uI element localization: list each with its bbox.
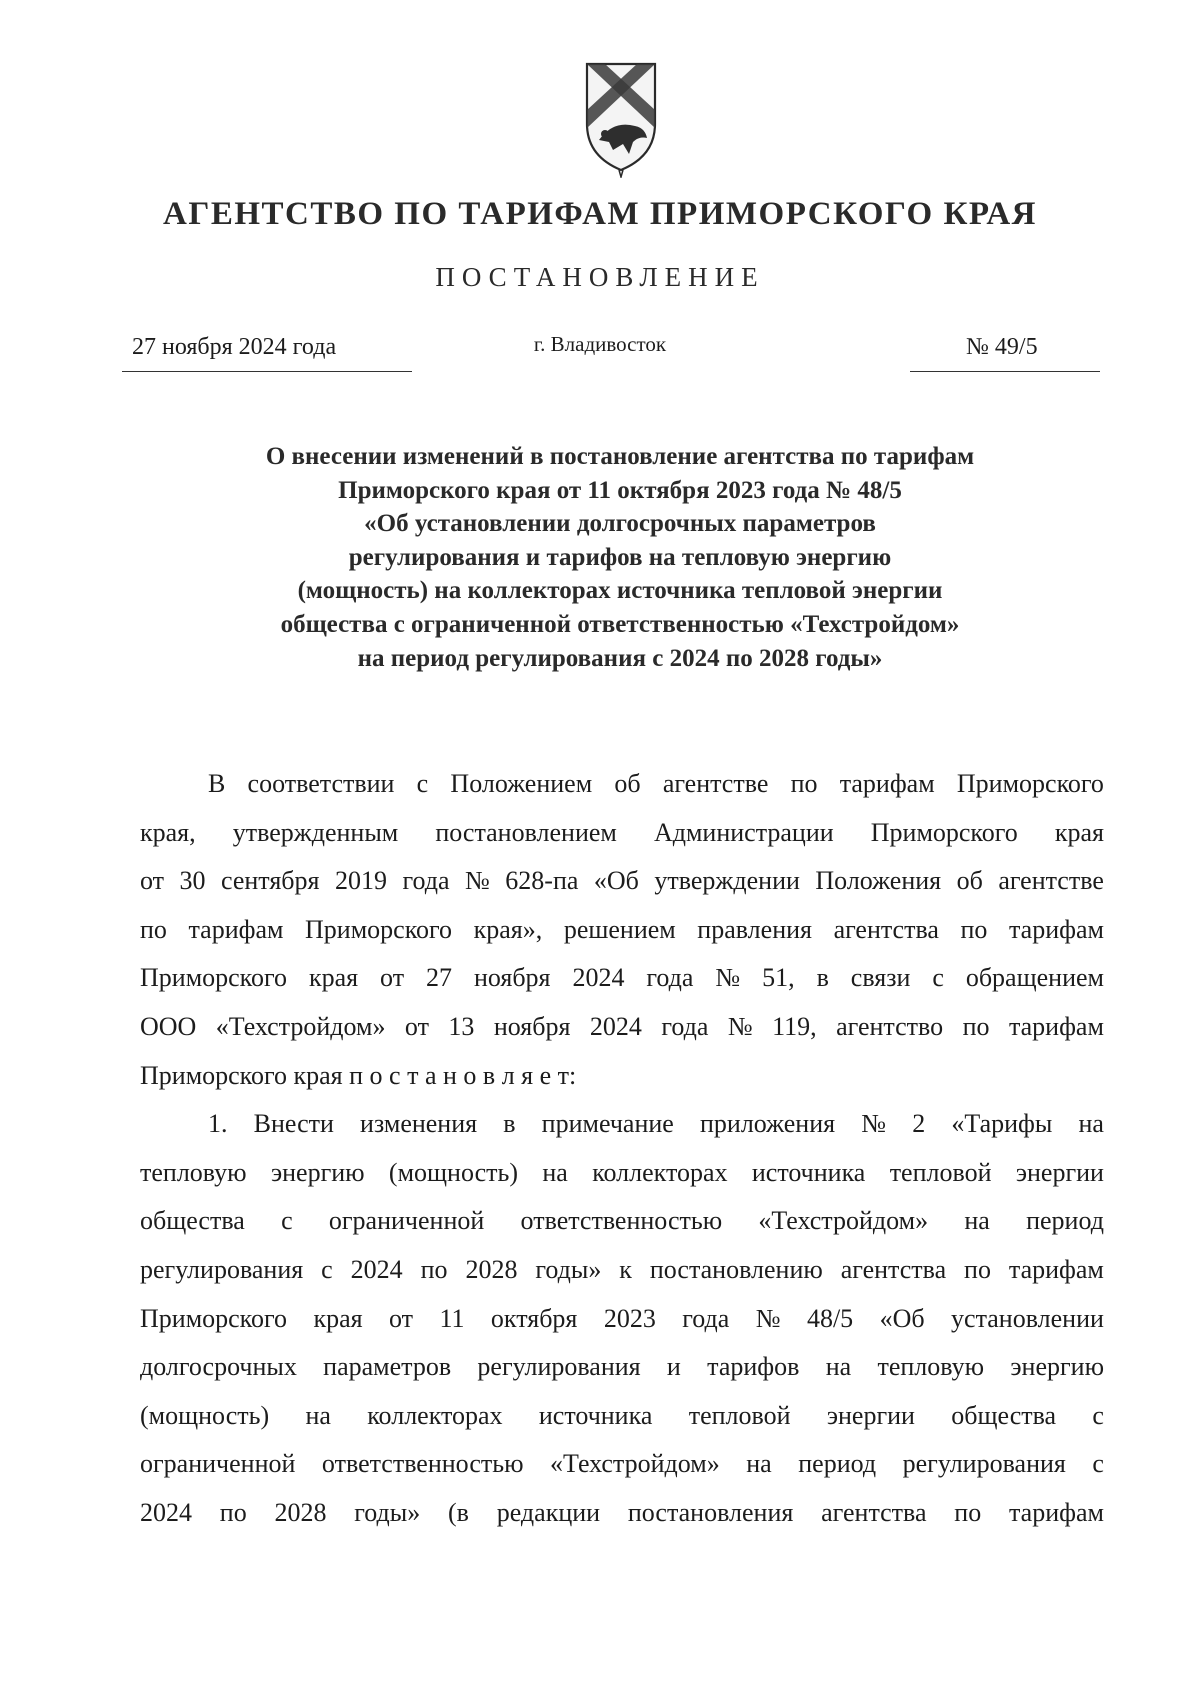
- word: на: [305, 1400, 331, 1430]
- word: №: [715, 963, 741, 993]
- word: период: [1026, 1206, 1104, 1236]
- word: 2023: [603, 1303, 656, 1333]
- word: Приморского: [870, 817, 1018, 847]
- word: 2024: [572, 963, 625, 993]
- word: утверждении: [654, 866, 800, 896]
- body-line: [140, 1149, 1104, 1198]
- word: постановления: [627, 1497, 794, 1527]
- word: ответственностью: [520, 1206, 723, 1236]
- word: (мощность): [388, 1157, 519, 1187]
- word: тепловую: [140, 1157, 247, 1187]
- word: на: [542, 1157, 568, 1187]
- word: агентства: [833, 914, 939, 944]
- word: тепловой: [688, 1400, 791, 1430]
- subject-line: общества с ограниченной ответственностью «Техстройдом»: [280, 610, 960, 638]
- word: тарифам: [839, 769, 935, 798]
- word: 48/5: [806, 1303, 854, 1333]
- word: тарифам: [1008, 914, 1104, 944]
- word: В: [208, 769, 226, 798]
- document-type: ПОСТАНОВЛЕНИЕ: [435, 262, 765, 292]
- word: тепловую: [877, 1352, 985, 1382]
- word: об: [956, 866, 983, 896]
- word: установлении: [951, 1303, 1104, 1333]
- word: №: [861, 1109, 887, 1139]
- word: соответствии: [247, 769, 395, 798]
- word: параметров: [323, 1352, 452, 1382]
- word: 11: [439, 1303, 465, 1333]
- word: об: [614, 769, 641, 798]
- body-line: [140, 1343, 1104, 1392]
- document-number: № 49/5: [966, 334, 1038, 360]
- date-underline: [122, 371, 412, 372]
- word: связи: [850, 963, 911, 993]
- word: общества: [140, 1206, 245, 1236]
- word: период: [798, 1449, 877, 1479]
- word: от: [380, 963, 405, 993]
- word: 2: [912, 1109, 926, 1139]
- word: годы»: [354, 1497, 421, 1527]
- word: ноября: [473, 963, 551, 993]
- word: регулирования: [477, 1352, 641, 1382]
- word: Положением: [450, 769, 593, 798]
- word: энергии: [826, 1400, 915, 1430]
- word: правления: [697, 914, 812, 944]
- word: коллекторах: [592, 1157, 728, 1187]
- word: края»,: [473, 914, 543, 944]
- word: ООО: [140, 1011, 197, 1041]
- word: года: [402, 866, 450, 896]
- word: в: [503, 1109, 516, 1139]
- word: 51,: [762, 963, 795, 993]
- word: по: [962, 1011, 990, 1041]
- word: «Об: [879, 1303, 925, 1333]
- word: 2024: [350, 1254, 403, 1284]
- word: года: [661, 1011, 709, 1041]
- word: тарифов: [707, 1352, 800, 1382]
- word: от: [389, 1303, 414, 1333]
- word: с: [932, 963, 944, 993]
- word: утвержденным: [232, 817, 399, 847]
- word: тарифам: [188, 914, 284, 944]
- word: в: [816, 963, 829, 993]
- word: по: [954, 1497, 982, 1527]
- word: края: [313, 1303, 363, 1333]
- word: сентября: [221, 866, 320, 896]
- word: Приморского: [305, 914, 453, 944]
- word: Администрации: [653, 817, 834, 847]
- subject-line: О внесении изменений в постановление агентства по тарифам: [265, 443, 975, 470]
- word: 2028: [465, 1254, 518, 1284]
- word: редакции: [496, 1497, 601, 1527]
- word: по: [140, 914, 167, 944]
- word: ноября: [493, 1011, 571, 1041]
- word: 1.: [208, 1109, 228, 1139]
- preamble-paragraph: [140, 760, 1104, 1100]
- word: №: [464, 866, 490, 896]
- word: «Тарифы: [951, 1109, 1053, 1139]
- word: Внести: [253, 1109, 334, 1139]
- word: тепловой: [889, 1157, 992, 1187]
- word: с: [416, 769, 429, 798]
- word: тарифам: [1008, 1254, 1104, 1284]
- word: (в: [448, 1497, 469, 1527]
- body-line: [140, 1100, 1104, 1149]
- word: источника: [751, 1157, 866, 1187]
- word: на: [746, 1449, 772, 1479]
- word: 628-па: [505, 866, 579, 896]
- word: решением: [563, 914, 676, 944]
- word: «Техстройдом»: [215, 1011, 386, 1041]
- coat-of-arms-icon: [583, 58, 659, 178]
- word: по: [420, 1254, 448, 1284]
- word: №: [727, 1011, 753, 1041]
- word: по: [219, 1497, 247, 1527]
- body-line: [140, 1246, 1104, 1295]
- word: с: [1092, 1449, 1104, 1479]
- body-line: [140, 809, 1104, 858]
- word: по: [960, 914, 988, 944]
- word: года: [646, 963, 694, 993]
- document-city: г. Владивосток: [533, 332, 667, 356]
- word: края: [308, 963, 359, 993]
- word: регулирования: [140, 1254, 304, 1284]
- word: 2024: [140, 1497, 192, 1527]
- word: агентства: [840, 1254, 947, 1284]
- word: примечание: [541, 1109, 674, 1139]
- number-underline: [910, 371, 1100, 372]
- body-line: [140, 1440, 1104, 1489]
- word: тарифам: [1008, 1497, 1104, 1527]
- subject-line: (мощность) на коллекторах источника тепловой энергии: [297, 577, 943, 605]
- word: 30: [179, 866, 206, 896]
- word: Приморского: [140, 963, 288, 993]
- word: изменения: [360, 1109, 478, 1139]
- body-line: [140, 1197, 1104, 1246]
- word: общества: [951, 1400, 1057, 1430]
- word: постановлением: [435, 817, 617, 847]
- word: к: [619, 1254, 632, 1284]
- word: 13: [448, 1011, 475, 1041]
- document-date: 27 ноября 2024 года: [132, 334, 337, 360]
- word: от: [404, 1011, 429, 1041]
- word: 27: [426, 963, 452, 993]
- word: на: [825, 1352, 852, 1382]
- subject-line: «Об установлении долгосрочных параметров: [364, 510, 876, 538]
- word: регулирования: [902, 1449, 1066, 1479]
- word: энергию: [270, 1157, 365, 1187]
- word: (мощность): [140, 1400, 270, 1430]
- word: коллекторах: [367, 1400, 503, 1430]
- word: по: [964, 1254, 991, 1284]
- word: 2028: [274, 1497, 327, 1527]
- word: Положения: [815, 866, 942, 896]
- word: тарифам: [1008, 1011, 1104, 1041]
- word: края: [1054, 817, 1104, 847]
- word: ограниченной: [140, 1449, 296, 1479]
- word: года: [682, 1303, 730, 1333]
- word: энергию: [1010, 1352, 1104, 1382]
- word: с: [321, 1254, 333, 1284]
- body-line: [140, 1003, 1104, 1052]
- document-body: [140, 760, 1104, 1538]
- word: приложения: [699, 1109, 836, 1139]
- word: 2024: [589, 1011, 642, 1041]
- word: агентстве: [662, 769, 769, 798]
- word: агентство: [836, 1011, 944, 1041]
- body-line: [140, 1295, 1104, 1344]
- word: долгосрочных: [140, 1352, 297, 1382]
- word: «Об: [593, 866, 639, 896]
- word: ограниченной: [328, 1206, 485, 1236]
- agency-title: АГЕНТСТВО ПО ТАРИФАМ ПРИМОРСКОГО КРАЯ: [163, 196, 1037, 232]
- body-line: [140, 857, 1104, 906]
- word: края,: [140, 817, 196, 847]
- body-line: Приморского края п о с т а н о в л я е т:: [140, 1060, 577, 1090]
- subject-line: Приморского края от 11 октября 2023 года № 48/5: [338, 476, 902, 504]
- word: от: [140, 866, 165, 896]
- word: на: [964, 1206, 990, 1236]
- word: «Техстройдом»: [758, 1206, 929, 1236]
- word: на: [1078, 1109, 1104, 1139]
- subject-line: на период регулирования с 2024 по 2028 годы»: [357, 644, 883, 672]
- word: №: [755, 1303, 781, 1333]
- body-line: [140, 1489, 1104, 1538]
- word: с: [1092, 1400, 1104, 1430]
- body-line: [140, 760, 1104, 809]
- word: 2019: [334, 866, 387, 896]
- word: годы»: [535, 1254, 602, 1284]
- word: Приморского: [140, 1303, 288, 1333]
- document-subject: [150, 440, 1090, 675]
- word: постановлению: [649, 1254, 823, 1284]
- clause-1-paragraph: [140, 1100, 1104, 1537]
- subject-line: регулирования и тарифов на тепловую энергию: [348, 543, 892, 571]
- word: «Техстройдом»: [550, 1449, 720, 1479]
- word: и: [666, 1352, 681, 1382]
- body-line: [140, 906, 1104, 955]
- word: 119,: [772, 1011, 817, 1041]
- body-line: [140, 1392, 1104, 1441]
- word: ответственностью: [321, 1449, 524, 1479]
- body-line: [140, 954, 1104, 1003]
- word: источника: [538, 1400, 653, 1430]
- word: по: [790, 769, 818, 798]
- word: с: [281, 1206, 293, 1236]
- word: обращением: [965, 963, 1104, 993]
- word: агентства: [821, 1497, 927, 1527]
- word: Приморского: [956, 769, 1104, 798]
- word: октября: [490, 1303, 578, 1333]
- word: энергии: [1015, 1157, 1104, 1187]
- word: агентстве: [998, 866, 1104, 896]
